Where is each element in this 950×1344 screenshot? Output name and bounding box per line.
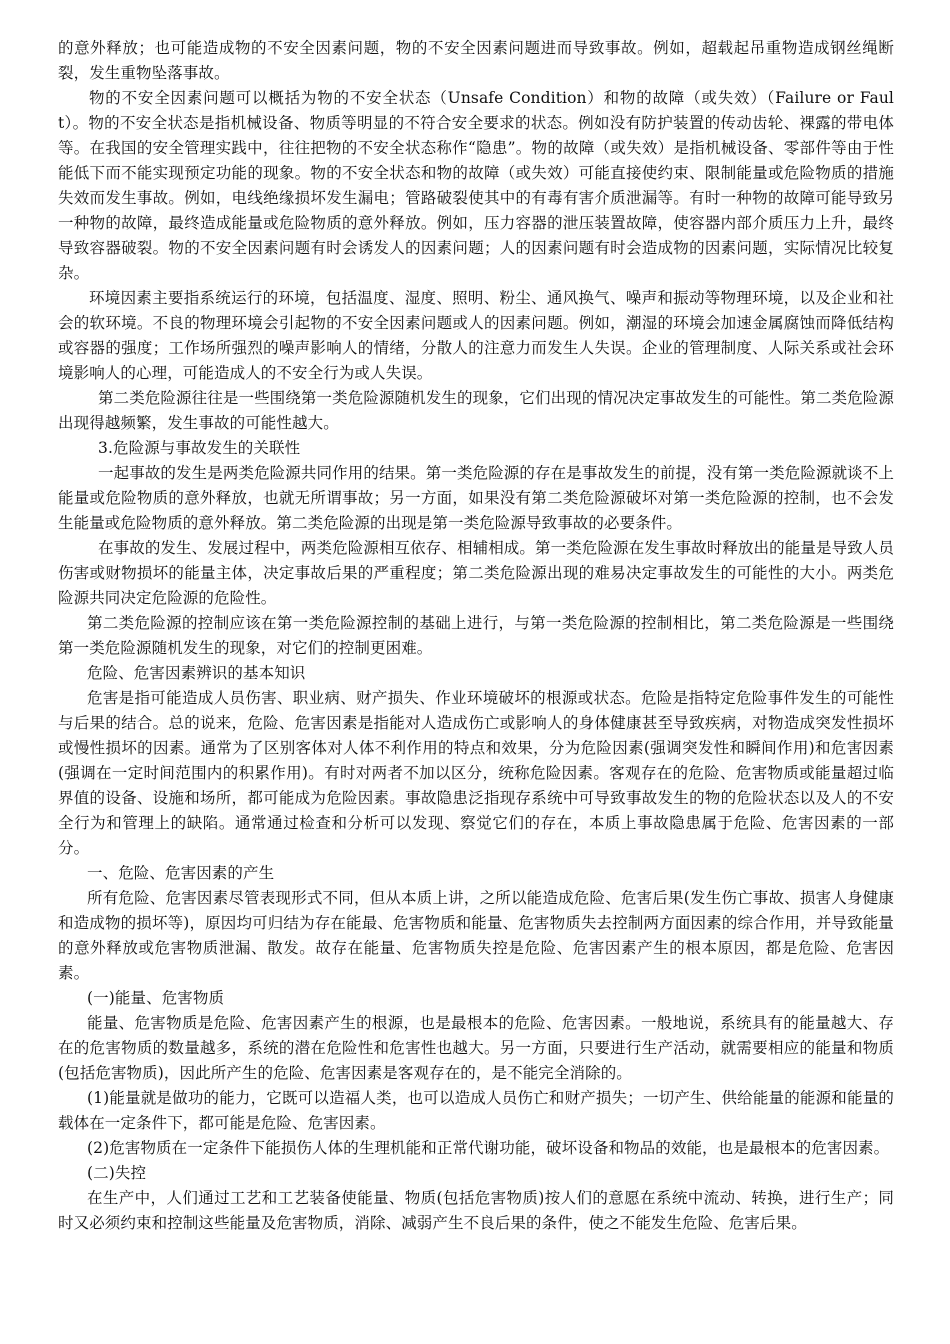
- paragraph-accident-cause: 一起事故的发生是两类危险源共同作用的结果。第一类危险源的存在是事故发生的前提，没有第一类危险源就谈不上能量或危险物质的意外释放，也就无所谓事故；另一方面，如果没有第二类危险源破坏对第一类危险源的控制，也不会发生能量或危险物质的意外释放。第二类危险源的出现是第一类危险源导致事故的必要条件。: [58, 464, 894, 532]
- list-item-hazardous-substances: (2)危害物质在一定条件下能损伤人体的生理机能和正常代谢功能，破坏设备和物品的效能，也是最根本的危害因素。: [87, 1139, 890, 1157]
- paragraph-interdependence: 在事故的发生、发展过程中，两类危险源相互依存、相辅相成。第一类危险源在发生事故时释放出的能量是导致人员伤害或财物损坏的能量主体，决定事故后果的严重程度；第二类危险源出现的难易决定事故发生的可能性的大小。两类危险源共同决定危险源的危险性。: [58, 539, 894, 607]
- paragraph-second-hazard-source: 第二类危险源往往是一些围绕第一类危险源随机发生的现象，它们出现的情况决定事故发生的可能性。第二类危险源出现得越频繁，发生事故的可能性越大。: [58, 389, 894, 432]
- section-heading-basic-knowledge: 危险、危害因素辨识的基本知识: [87, 664, 306, 682]
- paragraph-control: 第二类危险源的控制应该在第一类危险源控制的基础上进行，与第一类危险源的控制相比，第二类危险源是一些围绕第一类危险源随机发生的现象，对它们的控制更困难。: [58, 614, 894, 657]
- section-heading-generation: 一、危险、危害因素的产生: [87, 864, 275, 882]
- paragraph-unsafe-condition: 物的不安全因素问题可以概括为物的不安全状态（Unsafe Condition）和物的故障（或失效）（Failure or Fault）。物的不安全状态是指机械设备、物质等明显的不符合安全要求的状态。例如没有防护装置的传动齿轮、裸露的带电体等。在我国的安全管理实践中，往往把物的不安全状态称作“隐患”。物的故障（或失效）是指机械设备、零部件等由于性能低下而不能实现预定功能的现象。物的不安全状态和物的故障（或失效）可能直接使约束、限制能量或危险物质的措施失效而发生事故。例如，电线绝缘损坏发生漏电；管路破裂使其中的有毒有害介质泄漏等。有时一种物的故障可能导致另一种物的故障，最终造成能量或危险物质的意外释放。例如，压力容器的泄压装置故障，使容器内部介质压力上升，最终导致容器破裂。物的不安全因素问题有时会诱发人的因素问题；人的因素问题有时会造成物的因素问题，实际情况比较复杂。: [58, 89, 894, 282]
- paragraph-generation: 所有危险、危害因素尽管表现形式不同，但从本质上讲，之所以能造成危险、危害后果(发生伤亡事故、损害人身健康和造成物的损坏等)，原因均可归结为存在能最、危害物质和能量、危害物质失去控制两方面因素的综合作用，并导致能量的意外释放或危害物质泄漏、散发。故存在能量、危害物质失控是危险、危害因素产生的根本原因，都是危险、危害因素。: [58, 889, 894, 982]
- subheading-energy-substances: (一)能量、危害物质: [87, 989, 225, 1007]
- section-heading-correlation: 3.危险源与事故发生的关联性: [98, 439, 301, 457]
- paragraph-loss-of-control: 在生产中，人们通过工艺和工艺装备使能量、物质(包括危害物质)按人们的意愿在系统中流动、转换，进行生产；同时又必须约束和控制这些能量及危害物质，消除、减弱产生不良后果的条件，使之不能发生危险、危害后果。: [58, 1189, 894, 1232]
- paragraph-hazard-definition: 危害是指可能造成人员伤害、职业病、财产损失、作业环境破坏的根源或状态。危险是指特定危险事件发生的可能性与后果的结合。总的说来，危险、危害因素是指能对人造成伤亡或影响人的身体健康甚至导致疾病，对物造成突发性损坏或慢性损坏的因素。通常为了区别客体对人体不利作用的特点和效果，分为危险因素(强调突发性和瞬间作用)和危害因素(强调在一定时间范围内的积累作用)。有时对两者不加以区分，统称危险因素。客观存在的危险、危害物质或能量超过临界值的设备、设施和场所，都可能成为危险因素。事故隐患泛指现存系统中可导致事故发生的物的危险状态以及人的不安全行为和管理上的缺陷。通常通过检查和分析可以发现、察觉它们的存在，本质上事故隐患属于危险、危害因素的一部分。: [58, 689, 894, 857]
- paragraph-energy-substances: 能量、危害物质是危险、危害因素产生的根源，也是最根本的危险、危害因素。一般地说，系统具有的能量越大、存在的危害物质的数量越多，系统的潜在危险性和危害性也越大。另一方面，只要进行生产活动，就需要相应的能量和物质(包括危害物质)，因此所产生的危险、危害因素是客观存在的，是不能完全消除的。: [58, 1014, 894, 1082]
- subheading-loss-of-control: (二)失控: [87, 1164, 147, 1182]
- paragraph-environment-factors: 环境因素主要指系统运行的环境，包括温度、湿度、照明、粉尘、通风换气、噪声和振动等物理环境，以及企业和社会的软环境。不良的物理环境会引起物的不安全因素问题或人的因素问题。例如，潮湿的环境会加速金属腐蚀而降低结构或容器的强度；工作场所强烈的噪声影响人的情绪，分散人的注意力而发生人失误。企业的管理制度、人际关系或社会环境影响人的心理，可能造成人的不安全行为或人失误。: [58, 289, 894, 382]
- list-item-energy: (1)能量就是做功的能力，它既可以造福人类，也可以造成人员伤亡和财产损失；一切产生、供给能量的能源和能量的载体在一定条件下，都可能是危险、危害因素。: [58, 1089, 894, 1132]
- paragraph-continuation: 的意外释放；也可能造成物的不安全因素问题，物的不安全因素问题进而导致事故。例如，超载起吊重物造成钢丝绳断裂，发生重物坠落事故。: [58, 39, 894, 82]
